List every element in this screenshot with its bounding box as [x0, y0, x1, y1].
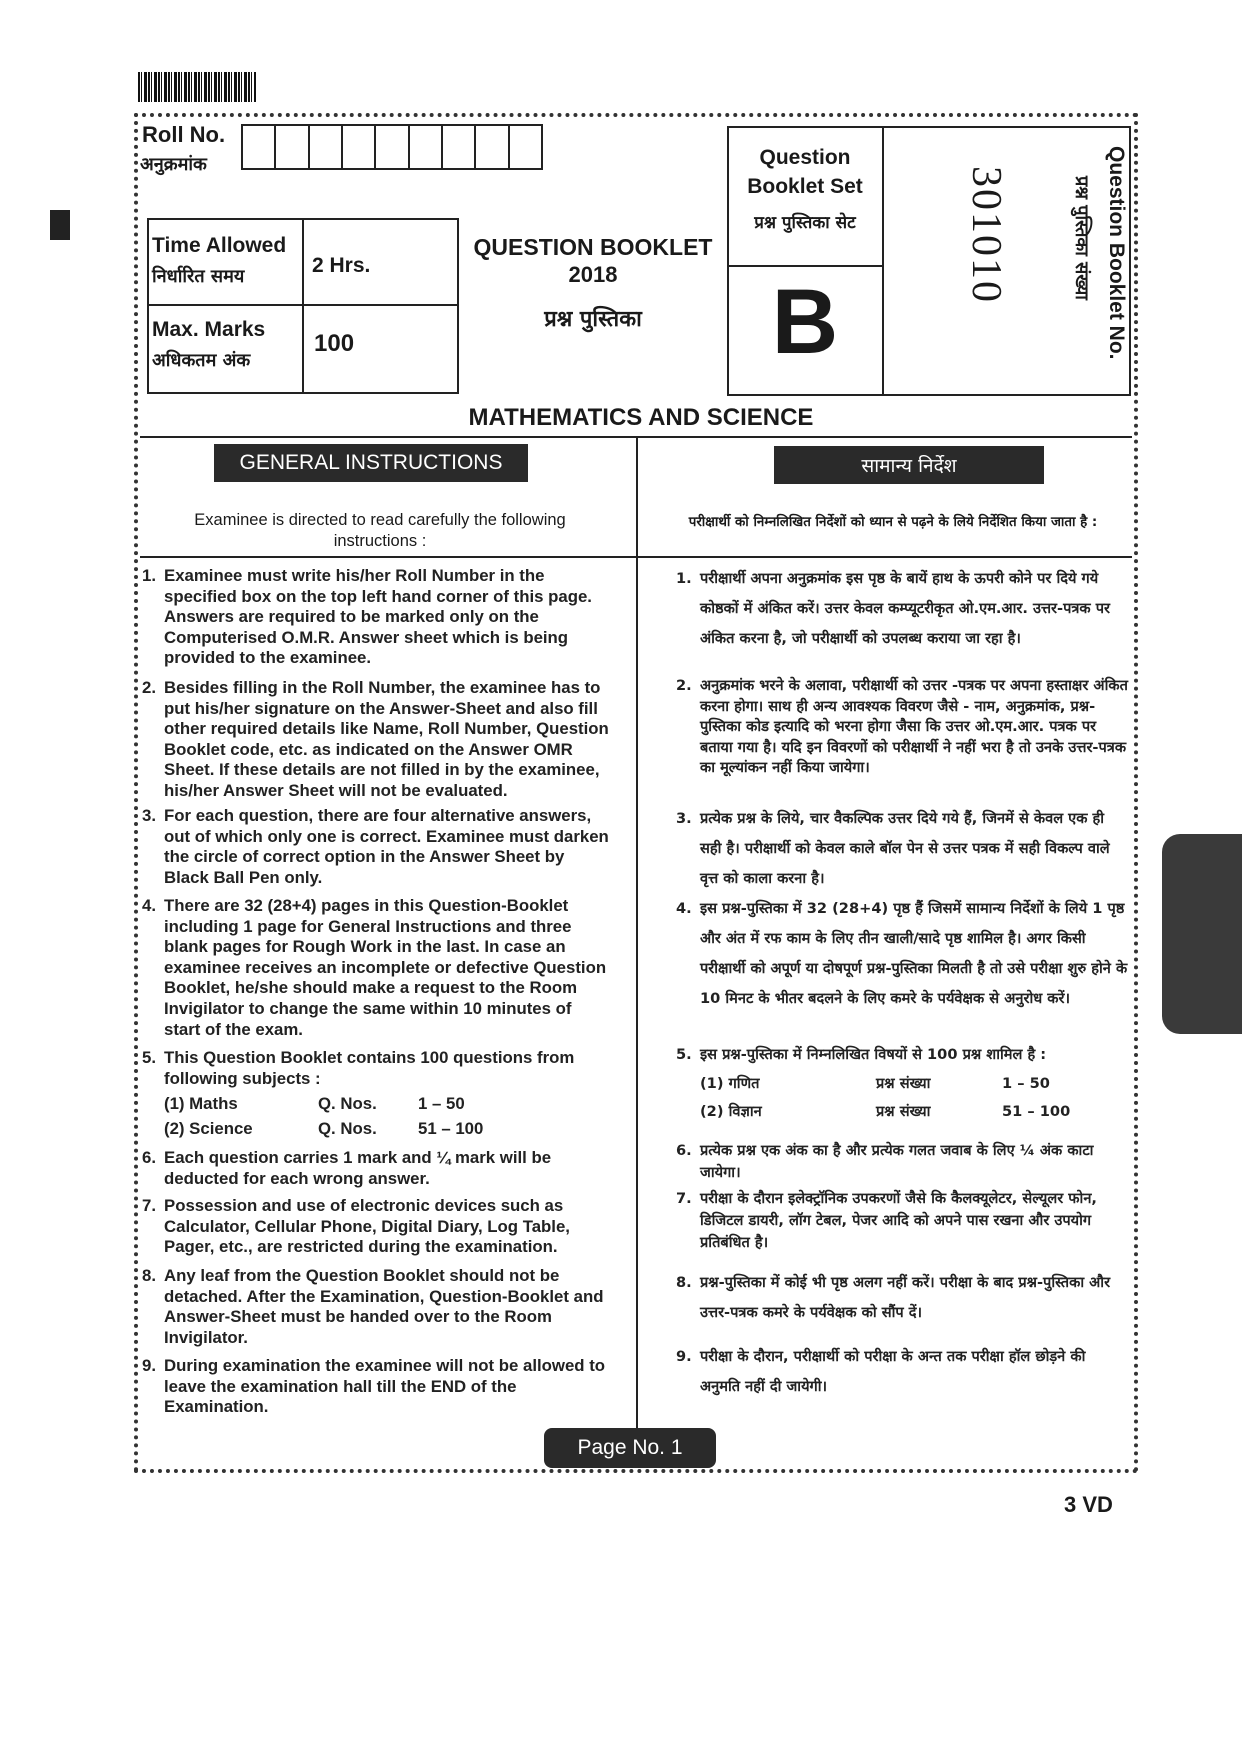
english-item: 2. Besides filling in the Roll Number, the examinee has to put his/her signature on the Answer-Sheet and also fill other required details like Name, Roll Number, Question Booklet code, etc. as indicated on the Answer OMR Sheet. If these details are not filled in by the examinee, his/her Answer Sheet will not be evaluated. — [142, 678, 609, 800]
hindi-item: 5. इस प्रश्न-पुस्तिका में निम्नलिखित विषयों से 100 प्रश्न शामिल है : — [676, 1046, 1047, 1063]
set-label-1: Question — [759, 146, 851, 169]
english-item: 6. Each question carries 1 mark and ¼ mark will be deducted for each wrong answer. — [142, 1148, 552, 1188]
english-item: 3. For each question, there are four alternative answers, out of which only one is correct. Examinee must darken the circle of correct option in the Answer Sheet by Black Ball Pen only. — [142, 806, 609, 887]
english-item: 9. During examination the examinee will not be allowed to leave the examination hall till the END of the Examination. — [142, 1356, 606, 1417]
set-divider — [727, 265, 883, 267]
english-item: 5. This Question Booklet contains 100 questions from following subjects : — [142, 1048, 575, 1088]
hindi-item: 4. इस प्रश्न-पुस्तिका में 32 (28+4) पृष्ठ हैं जिसमें सामान्य निर्देशों के लिये 1 पृष्ठ और अंत में रफ काम के लिए तीन खाली/सादे पृष्ठ शामिल है। अगर किसी परीक्षार्थी को अपूर्ण या दोषपूर्ण प्रश्न-पुस्तिका मिलती है तो उसे परीक्षा शुरु होने के 10 मिनट के भीतर बदलने के लिए कमरे के पर्यवेक्षक से अनुरोध करें। — [676, 900, 1128, 1007]
hindi-instructions — [676, 564, 1128, 1434]
hindi-subjects: (1) गणित प्रश्न संख्या 1 – 50 (2) विज्ञान प्रश्न संख्या 51 – 100 — [700, 1075, 1071, 1120]
table-divider — [302, 218, 304, 394]
hindi-item: 2. अनुक्रमांक भरने के अलावा, परीक्षार्थी को उत्तर -पत्रक पर अपना हस्ताक्षर अंकित करना होगा। साथ ही अन्य आवश्यक विवरण जैसे - नाम, अनुक्रमांक, प्रश्न-पुस्तिका कोड इत्यादि को भरना होगा जैसा कि उत्तर ओ.एम.आर. पत्रक पर बताया गया है। यदि इन विवरणों को परीक्षार्थी ने नहीं भरा है तो उनके उत्तर-पत्रक का मूल्यांकन नहीं किया जायेगा। — [676, 677, 1128, 776]
booklet-number: 301010 — [963, 166, 1009, 304]
page-number: Page No. 1 — [544, 1428, 716, 1468]
booklet-year: 2018 — [568, 262, 618, 287]
max-marks-label: Max. Marks — [152, 318, 266, 341]
english-intro: Examinee is directed to read carefully the following instructions : — [194, 511, 566, 550]
side-tab — [1162, 834, 1242, 1034]
hindi-item: 6. प्रत्येक प्रश्न एक अंक का है और प्रत्येक गलत जवाब के लिए ¼ अंक काटा जायेगा। — [676, 1142, 1094, 1181]
english-instructions — [142, 566, 610, 1436]
english-item: 4. There are 32 (28+4) pages in this Question-Booklet including 1 page for General Instructions and three blank pages for Rough Work in the last. In case an examinee receives an incomplete or defective Question Booklet, he/she should make a request to the Room Invigilator to change the same within 10 minutes of start of the exam. — [142, 896, 607, 1039]
edge-mark — [50, 210, 70, 240]
booklet-no-label: Question Booklet No. — [1105, 146, 1128, 360]
booklet-code: 3 VD — [1064, 1492, 1113, 1517]
hindi-item: 8. प्रश्न-पुस्तिका में कोई भी पृष्ठ अलग नहीं करें। परीक्षा के बाद प्रश्न-पुस्तिका और उत्तर-पत्रक कमरे के पर्यवेक्षक को सौंप दें। — [676, 1274, 1111, 1321]
intro-rule — [140, 556, 1132, 558]
hindi-item: 7. परीक्षा के दौरान इलेक्ट्रॉनिक उपकरणों जैसे कि कैलक्यूलेटर, सेल्यूलर फोन, डिजिटल डायरी, लॉग टेबल, पेजर आदि को अपने पास रखना और उपयोग प्रतिबंधित है। — [676, 1190, 1097, 1251]
roll-no-hindi: अनुक्रमांक — [140, 154, 207, 175]
english-subjects: (1) Maths Q. Nos. 1 – 50 (2) Science Q. Nos. 51 – 100 — [164, 1094, 484, 1138]
booklet-title-hindi: प्रश्न पुस्तिका — [544, 307, 642, 332]
roll-no-label: Roll No. — [142, 122, 226, 147]
english-item: 1. Examinee must write his/her Roll Number in the specified box on the top left hand corner of this page. Answers are required to be marked only on the Computerised O.M.R. Answer sheet which is being provided to the examinee. — [142, 566, 592, 668]
roll-no-boxes[interactable] — [241, 124, 541, 170]
booklet-no-hindi: प्रश्न पुस्तिका संख्या — [1071, 176, 1092, 300]
subject-title: MATHEMATICS AND SCIENCE — [468, 404, 814, 431]
hindi-intro: परीक्षार्थी को निम्नलिखित निर्देशों को ध्यान से पढ़ने के लिये निर्देशित किया जाता है : — [688, 515, 1098, 530]
hindi-item: 1. परीक्षार्थी अपना अनुक्रमांक इस पृष्ठ के बायें हाथ के ऊपरी कोने पर दिये गये कोष्ठकों में अंकित करें। उत्तर केवल कम्प्यूटरीकृत ओ.एम.आर. उत्तर-पत्रक पर अंकित करना है, जो परीक्षार्थी को उपलब्ध कराया जा रहा है। — [676, 570, 1110, 647]
hindi-item: 3. प्रत्येक प्रश्न के लिये, चार वैकल्पिक उत्तर दिये गये हैं, जिनमें से केवल एक ही सही है। परीक्षार्थी को केवल काले बॉल पेन से उत्तर पत्रक में सही विकल्प वाले वृत्त को काला करना है। — [676, 810, 1110, 887]
set-label-2: Booklet Set — [747, 175, 863, 198]
barcode — [138, 72, 256, 102]
set-value: B — [771, 271, 839, 373]
set-label-hindi: प्रश्न पुस्तिका सेट — [754, 213, 856, 233]
set-divider — [882, 126, 884, 396]
time-allowed-hindi: निर्धारित समय — [152, 266, 245, 287]
column-divider — [636, 438, 638, 1438]
max-marks-hindi: अधिकतम अंक — [152, 350, 251, 371]
max-marks-value: 100 — [314, 330, 355, 357]
english-item: 8. Any leaf from the Question Booklet should not be detached. After the Examination, Question-Booklet and Answer-Sheet must be handed over to the Room Invigilator. — [142, 1266, 604, 1347]
english-item: 7. Possession and use of electronic devices such as Calculator, Cellular Phone, Digital Diary, Log Table, Pager, etc., are restricted during the examination. — [142, 1196, 570, 1257]
time-allowed-label: Time Allowed — [152, 234, 287, 257]
time-allowed-value: 2 Hrs. — [312, 254, 371, 277]
hindi-item: 9. परीक्षा के दौरान, परीक्षार्थी को परीक्षा के अन्त तक परीक्षा हॉल छोड़ने की अनुमति नहीं दी जायेगी। — [676, 1348, 1086, 1395]
hindi-instructions-heading: सामान्य निर्देश — [774, 446, 1044, 484]
general-instructions-heading: GENERAL INSTRUCTIONS — [214, 444, 528, 482]
booklet-title: QUESTION BOOKLET — [473, 234, 713, 260]
